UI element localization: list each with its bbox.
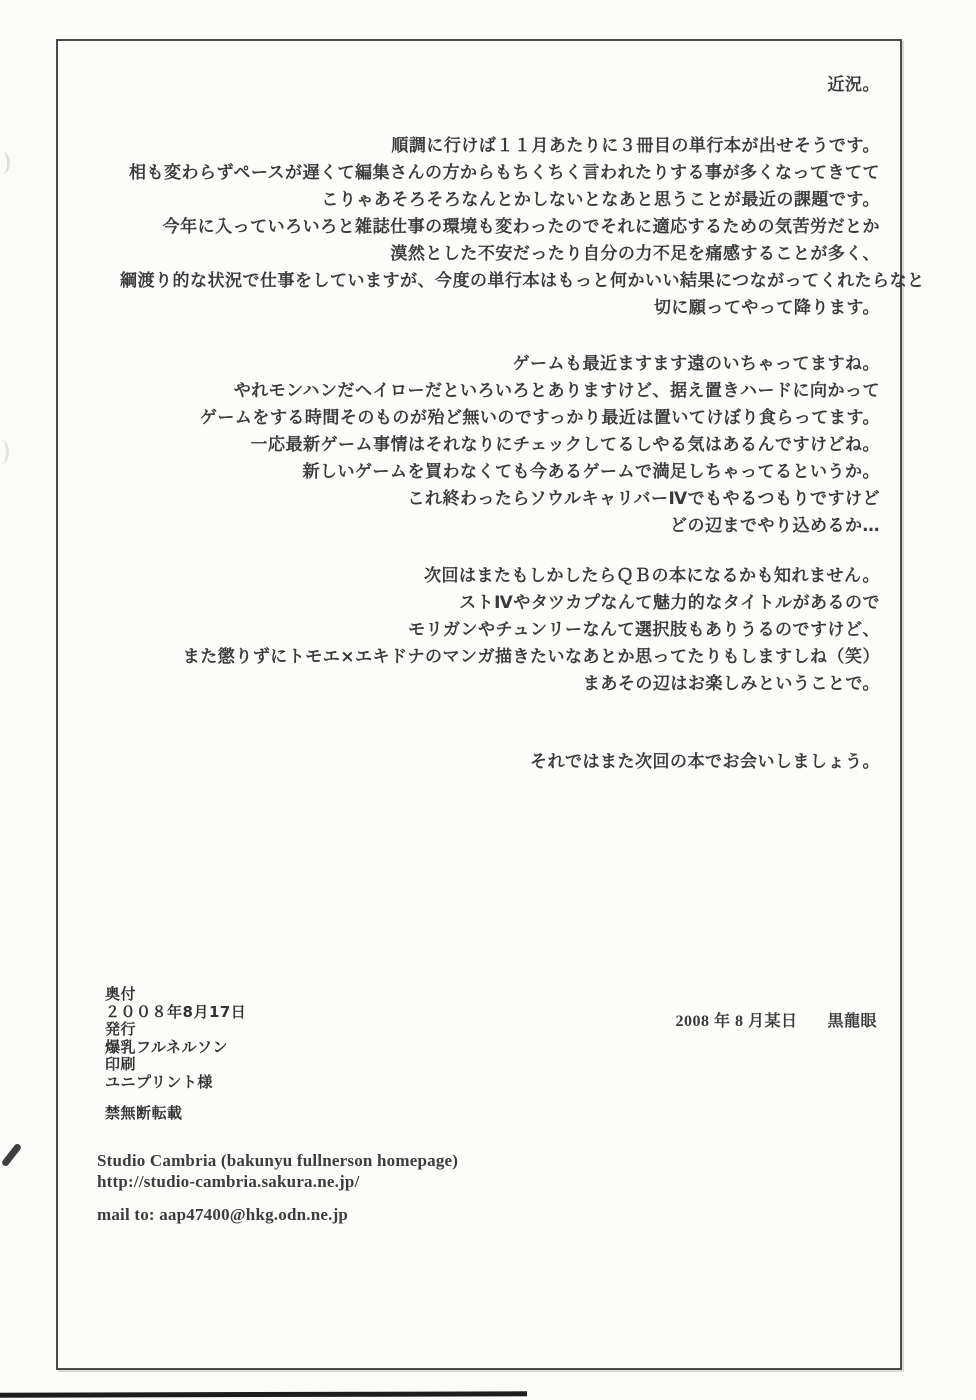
body-line: 新しいゲームを買わなくても今あるゲームで満足しちゃってるというか。 (302, 462, 880, 482)
reprint-prohibition-notice: 禁無断転載 (105, 1104, 183, 1122)
colophon-label: 奥付 (105, 985, 137, 1003)
colophon-publisher-label: 発行 (105, 1020, 137, 1038)
body-line: 漠然とした不安だったり自分の力不足を痛感することが多く、 (390, 244, 880, 264)
studio-name-line: Studio Cambria (bakunyu fullnerson homepage) (97, 1151, 459, 1170)
colophon-printer-label: 印刷 (105, 1055, 137, 1073)
paragraph-next-book (120, 563, 880, 698)
body-line: やれモンハンだヘイローだといろいろとありますけど、据え置きハードに向かって (233, 381, 880, 401)
contact-footer (97, 1150, 458, 1225)
signature-date: 2008 年 8 月某日 (675, 1013, 798, 1030)
signature-line (675, 1008, 877, 1031)
body-line: 次回はまたもしかしたらＱＢの本になるかも知れません。 (423, 566, 880, 586)
body-line: これ終わったらソウルキャリバーⅣでもやるつもりですけど (407, 489, 880, 509)
scan-artifact-bottom-strip (0, 1391, 527, 1397)
scan-artifact-mid-left (0, 440, 9, 464)
afterword-heading: 近況。 (827, 75, 880, 95)
body-line: モリガンやチュンリーなんて選択肢もありうるのですけど、 (408, 620, 880, 640)
body-line: ゲームをする時間そのものが殆ど無いのですっかり最近は置いてけぼり食らってます。 (199, 408, 880, 428)
mail-address: mail to: aap47400@hkg.odn.ne.jp (97, 1205, 349, 1224)
body-line: 綱渡り的な状況で仕事をしていますが、今度の単行本はもっと何かいい結果につながってくれたらなと (120, 271, 925, 291)
body-line: ゲームも最近ますます遠のいちゃってますね。 (512, 354, 880, 374)
body-line: 一応最新ゲーム事情はそれなりにチェックしてるしやる気はあるんですけどね。 (250, 435, 880, 455)
body-line: どの辺までやり込めるか… (670, 516, 880, 536)
homepage-url: http://studio-cambria.sakura.ne.jp/ (97, 1172, 360, 1191)
body-line: 切に願ってやって降ります。 (653, 298, 880, 318)
paragraph-status (120, 133, 925, 322)
scan-artifact-top-left (0, 152, 10, 174)
body-line: まあその辺はお楽しみということで。 (582, 674, 880, 694)
body-line: 相も変わらずペースが遅くて編集さんの方からもちくちく言われたりする事が多くなってきてて (129, 163, 880, 183)
closing-line: それではまた次回の本でお会いしましょう。 (530, 752, 880, 772)
scan-artifact-pen-mark (1, 1143, 23, 1168)
body-line: 今年に入っていろいろと雑誌仕事の環境も変わったのでそれに適応するための気苦労だとか (162, 217, 880, 237)
body-line: 順調に行けば１１月あたりに３冊目の単行本が出せそうです。 (391, 136, 880, 156)
colophon-publisher: 爆乳フルネルソン (105, 1037, 228, 1056)
body-line: また懲りずにトモエ×エキドナのマンガ描きたいなあとか思ってたりもしますしね（笑） (182, 647, 880, 667)
body-line: こりゃあそろそろなんとかしないとなあと思うことが最近の課題です。 (321, 190, 880, 210)
colophon-date: ２００８年8月17日 (105, 1002, 247, 1021)
afterword-text-block (120, 72, 925, 776)
author-name: 黒龍眼 (827, 1013, 877, 1030)
body-line: ストⅣやタツカプなんて魅力的なタイトルがあるので (459, 593, 880, 613)
colophon-printer: ユニプリント様 (105, 1072, 213, 1091)
colophon-block (105, 986, 246, 1123)
paragraph-games (120, 351, 880, 540)
